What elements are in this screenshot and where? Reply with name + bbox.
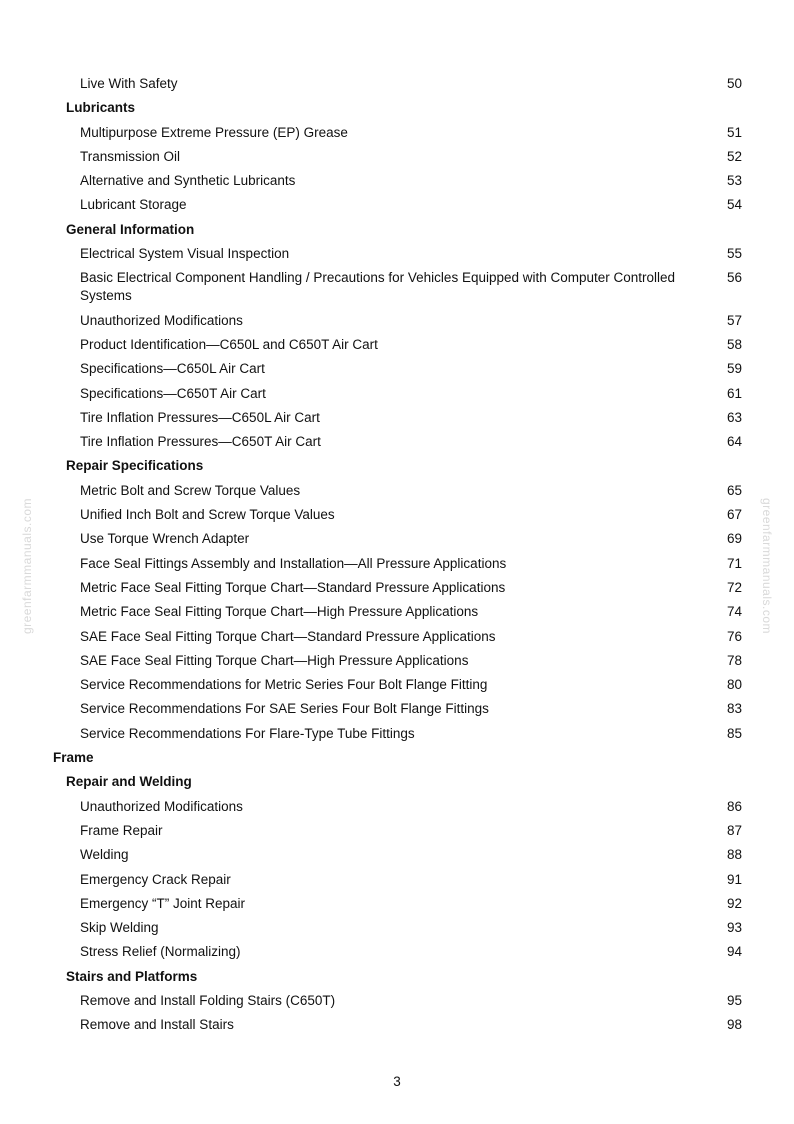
toc-entry[interactable] <box>0 676 794 694</box>
toc-entry[interactable] <box>0 579 794 597</box>
toc-entry-title: Frame <box>53 750 94 766</box>
toc-entry-page: 92 <box>726 895 742 911</box>
toc-entry[interactable] <box>0 433 794 451</box>
toc-entry-page: 65 <box>726 482 742 498</box>
toc-entry-page: 54 <box>726 197 742 213</box>
toc-entry[interactable] <box>0 895 794 913</box>
page-number: 3 <box>393 1074 401 1089</box>
toc-entry[interactable] <box>0 652 794 670</box>
toc-entry[interactable] <box>0 124 794 142</box>
toc-entry-title: Tire Inflation Pressures—C650L Air Cart <box>80 409 320 425</box>
toc-entry-title: Metric Face Seal Fitting Torque Chart—High Pressure Applications <box>80 604 479 620</box>
toc-entry-page: 53 <box>726 173 742 189</box>
toc-entry-title: Repair and Welding <box>66 774 192 790</box>
toc-entry-page: 74 <box>726 604 742 620</box>
toc-entry[interactable] <box>0 172 794 190</box>
toc-entry-page: 69 <box>726 531 742 547</box>
toc-entry-title: Unauthorized Modifications <box>80 798 243 814</box>
toc-entry-page: 57 <box>726 312 742 328</box>
toc-entry-title: Use Torque Wrench Adapter <box>80 531 250 547</box>
table-of-contents <box>0 75 794 1041</box>
toc-entry[interactable] <box>0 603 794 621</box>
toc-entry-page: 52 <box>726 148 742 164</box>
toc-entry-title: Transmission Oil <box>80 148 181 164</box>
toc-entry[interactable] <box>0 992 794 1010</box>
toc-entry[interactable] <box>0 148 794 166</box>
toc-entry[interactable] <box>0 919 794 937</box>
toc-entry-title: SAE Face Seal Fitting Torque Chart—High Pressure Applications <box>80 652 469 668</box>
toc-entry-page: 94 <box>726 944 742 960</box>
toc-entry[interactable] <box>0 530 794 548</box>
toc-entry[interactable] <box>0 871 794 889</box>
toc-entry-title: Service Recommendations for Metric Series Four Bolt Flange Fitting <box>80 677 488 693</box>
toc-entry-title: Remove and Install Stairs <box>80 1017 234 1033</box>
toc-entry-page: 61 <box>726 385 742 401</box>
toc-entry-page: 59 <box>726 361 742 377</box>
toc-entry-page: 93 <box>726 920 742 936</box>
toc-entry-page: 87 <box>726 822 742 838</box>
toc-entry-title: Repair Specifications <box>66 458 204 474</box>
toc-entry-page: 98 <box>726 1017 742 1033</box>
toc-entry-page: 63 <box>726 409 742 425</box>
toc-entry-title: Metric Face Seal Fitting Torque Chart—Standard Pressure Applications <box>80 579 506 595</box>
toc-entry-title: Live With Safety <box>80 76 178 91</box>
toc-entry-page: 88 <box>726 847 742 863</box>
toc-entry-title: Unified Inch Bolt and Screw Torque Values <box>80 507 335 523</box>
watermark-left: greenfarmmanuals.com <box>20 497 34 635</box>
toc-entry-page: 76 <box>726 628 742 644</box>
toc-section-heading <box>0 457 794 475</box>
toc-entry[interactable] <box>0 506 794 524</box>
toc-section-heading <box>0 99 794 117</box>
toc-entry-title: Basic Electrical Component Handling / Precautions for Vehicles Equipped with Computer Controlled Systems <box>80 270 676 304</box>
toc-entry-page: 83 <box>726 701 742 717</box>
toc-section-heading <box>0 773 794 791</box>
toc-entry-page: 71 <box>726 555 742 571</box>
toc-entry[interactable] <box>0 409 794 427</box>
toc-entry-title: Multipurpose Extreme Pressure (EP) Grease <box>80 124 348 140</box>
toc-entry[interactable] <box>0 555 794 573</box>
toc-entry-title: Lubricants <box>66 100 136 116</box>
toc-entry[interactable] <box>0 700 794 718</box>
toc-entry-title: Specifications—C650T Air Cart <box>80 385 266 401</box>
toc-entry-page: 72 <box>726 579 742 595</box>
toc-entry-title: Specifications—C650L Air Cart <box>80 361 265 377</box>
toc-entry-page: 95 <box>726 992 742 1008</box>
toc-entry-title: Service Recommendations For Flare-Type Tube Fittings <box>80 725 415 741</box>
toc-entry[interactable] <box>0 312 794 330</box>
toc-entry-title: Service Recommendations For SAE Series Four Bolt Flange Fittings <box>80 701 489 717</box>
toc-entry-page: 85 <box>726 725 742 741</box>
toc-section-heading <box>0 968 794 986</box>
toc-entry-title: SAE Face Seal Fitting Torque Chart—Standard Pressure Applications <box>80 628 496 644</box>
toc-entry[interactable] <box>0 269 794 305</box>
toc-entry-page: 91 <box>726 871 742 887</box>
toc-entry-title: Emergency Crack Repair <box>80 871 231 887</box>
toc-entry[interactable] <box>0 725 794 743</box>
toc-entry-page: 51 <box>726 124 742 140</box>
toc-entry-title: Stress Relief (Normalizing) <box>80 944 241 960</box>
toc-entry-title: Skip Welding <box>80 920 159 936</box>
toc-entry[interactable] <box>0 385 794 403</box>
toc-section-heading <box>0 749 794 767</box>
toc-entry-page: 58 <box>726 336 742 352</box>
toc-entry-page: 50 <box>726 76 742 91</box>
toc-entry-page: 56 <box>726 270 742 286</box>
toc-entry-page: 64 <box>726 434 742 450</box>
toc-entry-title: Face Seal Fittings Assembly and Installation—All Pressure Applications <box>80 555 507 571</box>
toc-entry[interactable] <box>0 1016 794 1034</box>
toc-entry[interactable] <box>0 822 794 840</box>
toc-entry-page: 55 <box>726 246 742 262</box>
toc-entry-title: Alternative and Synthetic Lubricants <box>80 173 296 189</box>
toc-entry[interactable] <box>0 336 794 354</box>
toc-entry-title: Electrical System Visual Inspection <box>80 246 290 262</box>
toc-entry-page: 67 <box>726 507 742 523</box>
toc-entry[interactable] <box>0 943 794 961</box>
toc-entry[interactable] <box>0 360 794 378</box>
toc-entry-title: Emergency “T” Joint Repair <box>80 895 246 911</box>
toc-entry-page: 86 <box>726 798 742 814</box>
toc-entry[interactable] <box>0 196 794 214</box>
toc-entry[interactable] <box>0 75 794 93</box>
watermark-right: greenfarmmanuals.com <box>760 497 774 635</box>
toc-entry-page: 80 <box>726 677 742 693</box>
toc-entry-page: 78 <box>726 652 742 668</box>
toc-entry-title: Unauthorized Modifications <box>80 312 243 328</box>
toc-entry[interactable] <box>0 798 794 816</box>
toc-entry-title: Product Identification—C650L and C650T Air Cart <box>80 336 378 352</box>
toc-entry[interactable] <box>0 482 794 500</box>
toc-entry-title: Remove and Install Folding Stairs (C650T) <box>80 992 336 1008</box>
toc-entry-title: Metric Bolt and Screw Torque Values <box>80 482 301 498</box>
toc-entry[interactable] <box>0 628 794 646</box>
toc-entry-title: Stairs and Platforms <box>66 968 198 984</box>
toc-entry-title: Lubricant Storage <box>80 197 187 213</box>
toc-section-heading <box>0 221 794 239</box>
toc-entry-title: Welding <box>80 847 129 863</box>
toc-entry-title: Tire Inflation Pressures—C650T Air Cart <box>80 434 321 450</box>
toc-entry-title: Frame Repair <box>80 822 163 838</box>
toc-entry[interactable] <box>0 846 794 864</box>
toc-entry[interactable] <box>0 245 794 263</box>
toc-entry-title: General Information <box>66 221 195 237</box>
